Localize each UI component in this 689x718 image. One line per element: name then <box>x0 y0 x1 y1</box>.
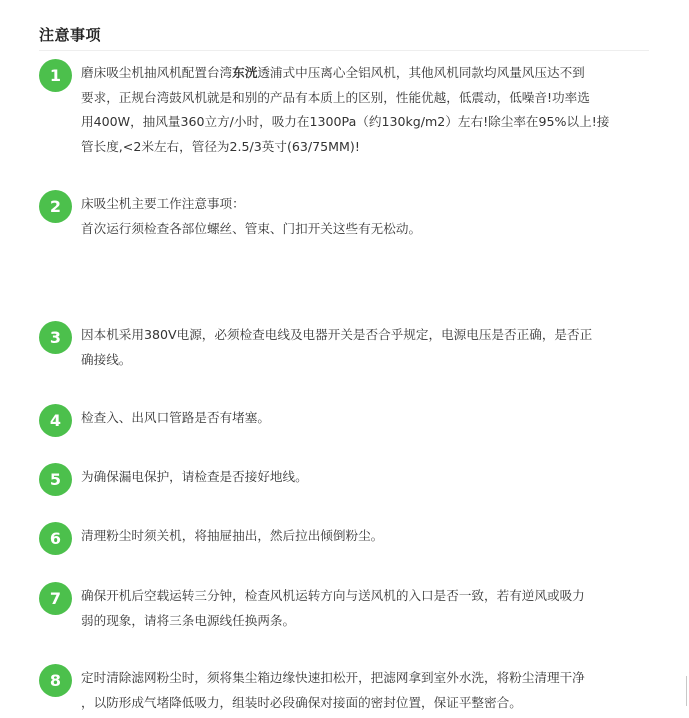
text-segment: 透浦式中压离心全铝风机，其他风机同款均风量风压达不到 <box>257 65 585 80</box>
text-line: 因本机采用380V电源，必须检查电线及电器开关是否合乎规定，电源电压是否正确，是否正 <box>81 327 593 342</box>
text-line: 为确保漏电保护，请检查是否接好地线。 <box>81 469 308 484</box>
notice-text <box>81 666 651 715</box>
step-number-badge: 8 <box>39 664 72 697</box>
title-divider <box>39 50 649 51</box>
step-number-badge: 2 <box>39 190 72 223</box>
notice-text <box>81 465 651 490</box>
text-line: 首次运行须检查各部位螺丝、管束、门扣开关这些有无松动。 <box>81 220 422 236</box>
notice-text <box>81 584 651 633</box>
notice-text <box>81 192 651 241</box>
page-edge-divider <box>686 676 687 706</box>
text-line: 管长度,<2米左右，管径为2.5/3英寸(63/75MM)! <box>81 138 360 154</box>
step-number-badge: 5 <box>39 463 72 496</box>
text-line: 确接线。 <box>81 351 132 367</box>
text-line: 定时清除滤网粉尘时，须将集尘箱边缘快速扣松开，把滤网拿到室外水洗，将粉尘清理干净 <box>81 670 585 685</box>
text-line: 床吸尘机主要工作注意事项： <box>81 196 245 211</box>
text-line: 用400W，抽风量360立方/小时，吸力在1300Pa（约130kg/m2）左右!除尘率在95%以上!接 <box>81 114 610 129</box>
notice-text <box>81 61 651 159</box>
text-segment: 磨床吸尘机抽风机配置台湾 <box>81 65 233 80</box>
notice-text <box>81 323 651 372</box>
step-number-badge: 6 <box>39 522 72 555</box>
section-title: 注意事项 <box>39 26 102 44</box>
text-line: 清理粉尘时须关机，将抽屉抽出，然后拉出倾倒粉尘。 <box>81 528 384 543</box>
text-line: 确保开机后空载运转三分钟，检查风机运转方向与送风机的入口是否一致，若有逆风或吸力 <box>81 588 585 603</box>
text-line <box>81 61 651 86</box>
brand-name-bold: 东洸 <box>232 65 258 80</box>
notice-text <box>81 406 651 431</box>
step-number-badge: 7 <box>39 582 72 615</box>
text-line: 检查入、出风口管路是否有堵塞。 <box>81 410 270 425</box>
text-line: ，以防形成气堵降低吸力，组装时必段确保对接面的密封位置，保证平整密合。 <box>81 694 522 710</box>
text-line: 弱的现象，请将三条电源线任换两条。 <box>81 612 296 628</box>
notice-text <box>81 524 651 549</box>
step-number-badge: 4 <box>39 404 72 437</box>
step-number-badge: 1 <box>39 59 72 92</box>
step-number-badge: 3 <box>39 321 72 354</box>
text-line: 要求，正规台湾鼓风机就是和别的产品有本质上的区别，性能优越，低震动，低噪音!功率选 <box>81 89 590 105</box>
